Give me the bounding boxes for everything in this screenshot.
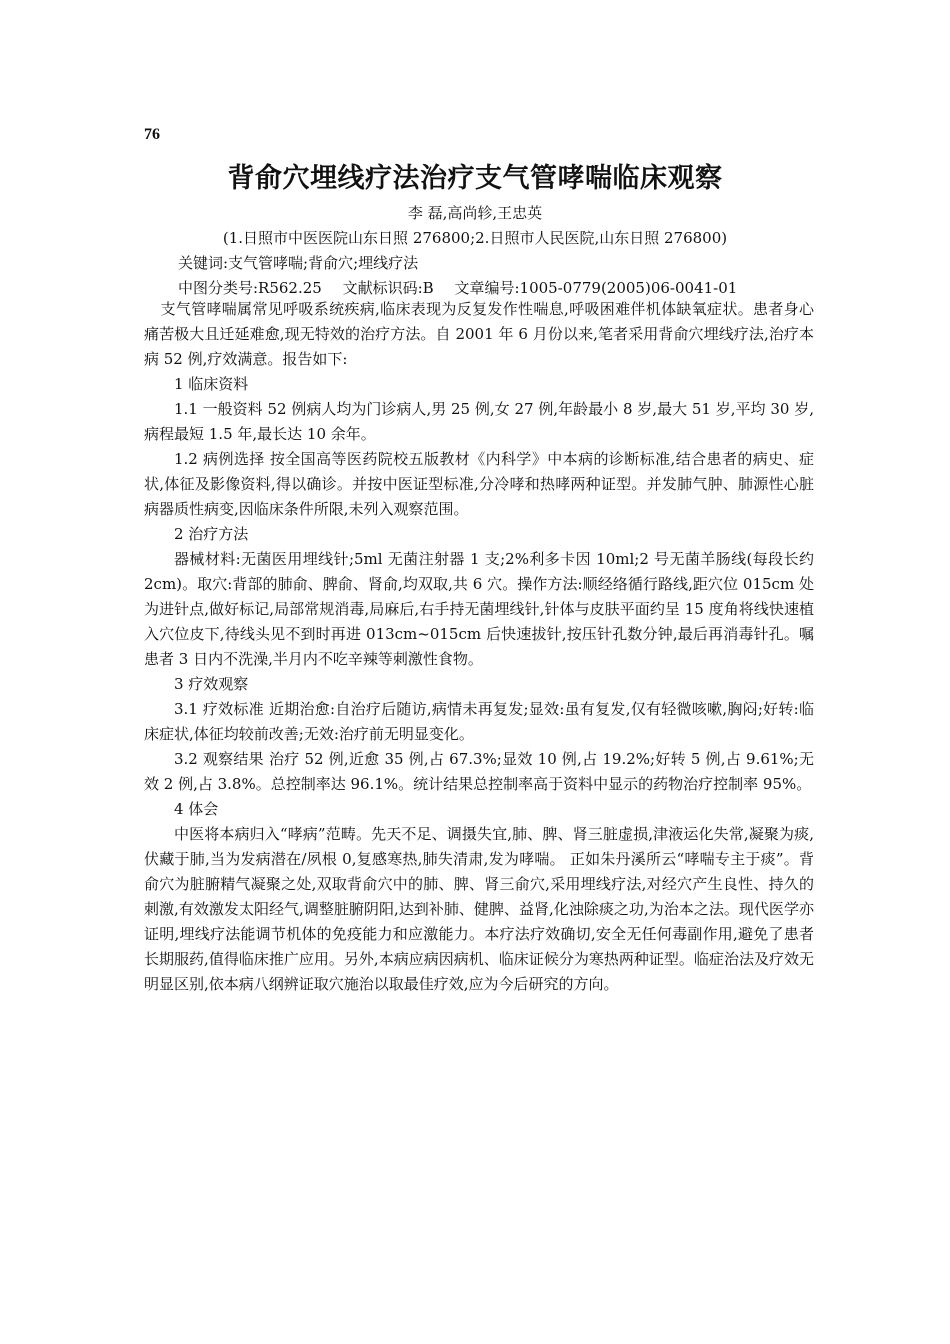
article-body (144, 297, 814, 997)
keywords: 关键词:支气管哮喘;背俞穴;埋线疗法 (178, 254, 419, 272)
section-heading-discussion: 4 体会 (174, 800, 219, 818)
article-number: 文章编号:1005-0779(2005)06-0041-01 (454, 279, 738, 297)
paragraph-discussion: 中医将本病归入“哮病”范畴。先天不足、调摄失宜,肺、脾、肾三脏虚损,津液运化失常,凝聚为痰,伏藏于肺,当为发病潜在/夙根 0,复感寒热,肺失清肃,发为哮喘。 正如朱丹溪所云“哮喘专主于痰”。背俞穴为脏腑精气凝聚之处,双取背俞穴中的肺、脾、肾三俞穴,采用埋线疗法,对经穴产生良性、持久的刺激,有效激发太阳经气,调整脏腑阴阳,达到补肺、健脾、益肾,化浊除痰之功,为治本之法。现代医学亦证明,埋线疗法能调节机体的免疫能力和应激能力。本疗法疗效确切,安全无任何毒副作用,避免了患者长期服药,值得临床推广应用。另外,本病应病因病机、临床证候分为寒热两种证型。临症治法及疗效无明显区别,依本病八纲辨证取穴施治以取最佳疗效,应为今后研究的方向。 (144, 825, 814, 993)
paragraph-general-data: 1.1 一般资料 52 例病人均为门诊病人,男 25 例,女 27 例,年龄最小 8 岁,最大 51 岁,平均 30 岁,病程最短 1.5 年,最长达 10 余年。 (144, 400, 814, 443)
section-heading-treatment: 2 治疗方法 (174, 525, 249, 543)
classification-number: 中图分类号:R562.25 (178, 279, 322, 297)
paragraph-efficacy-criteria: 3.1 疗效标准 近期治愈:自治疗后随访,病情未再复发;显效:虽有复发,仅有轻微咳嗽,胸闷;好转:临床症状,体征均较前改善;无效:治疗前无明显变化。 (144, 700, 814, 743)
document-code: 文献标识码:B (342, 279, 434, 297)
page-number: 76 (144, 126, 160, 143)
paragraph-treatment-method: 器械材料:无菌医用埋线针;5ml 无菌注射器 1 支;2%利多卡因 10ml;2 号无菌羊肠线(每段长约 2cm)。取穴:背部的肺俞、脾俞、肾俞,均双取,共 6 穴。操作方法:顺经络循行路线,距穴位 015cm 处为进针点,做好标记,局部常规消毒,局麻后,右手持无菌埋线针,针体与皮肤平面约呈 15 度角将线快速植入穴位皮下,待线头见不到时再进 013cm~015cm 后快速拔针,按压针孔数分钟,最后再消毒针孔。嘱患者 3 日内不洗澡,半月内不吃辛辣等刺激性食物。 (144, 550, 814, 668)
section-heading-observation: 3 疗效观察 (174, 675, 249, 693)
paragraph-results: 3.2 观察结果 治疗 52 例,近愈 35 例,占 67.3%;显效 10 例,占 19.2%;好转 5 例,占 9.61%;无效 2 例,占 3.8%。总控制率达 96.1%。统计结果总控制率高于资料中显示的药物治疗控制率 95%。 (144, 750, 814, 793)
paragraph-case-selection: 1.2 病例选择 按全国高等医药院校五版教材《内科学》中本病的诊断标准,结合患者的病史、症状,体征及影像资料,得以确诊。并按中医证型标准,分冷哮和热哮两种证型。并发肺气肿、肺源性心脏病器质性病变,因临床条件所限,未列入观察范围。 (144, 450, 814, 518)
intro-paragraph: 支气管哮喘属常见呼吸系统疾病,临床表现为反复发作性喘息,呼吸困难伴机体缺氧症状。患者身心痛苦极大且迁延难愈,现无特效的治疗方法。自 2001 年 6 月份以来,笔者采用背俞穴埋线疗法,治疗本病 52 例,疗效满意。报告如下: (144, 300, 814, 368)
authors: 李 磊,高尚轸,王忠英 (407, 204, 543, 222)
article-title: 背俞穴埋线疗法治疗支气管哮喘临床观察 (227, 163, 723, 194)
affiliation: (1.日照市中医医院山东日照 276800;2.日照市人民医院,山东日照 276800) (222, 229, 728, 247)
section-heading-clinical-data: 1 临床资料 (174, 375, 249, 393)
classification-line (178, 277, 753, 298)
